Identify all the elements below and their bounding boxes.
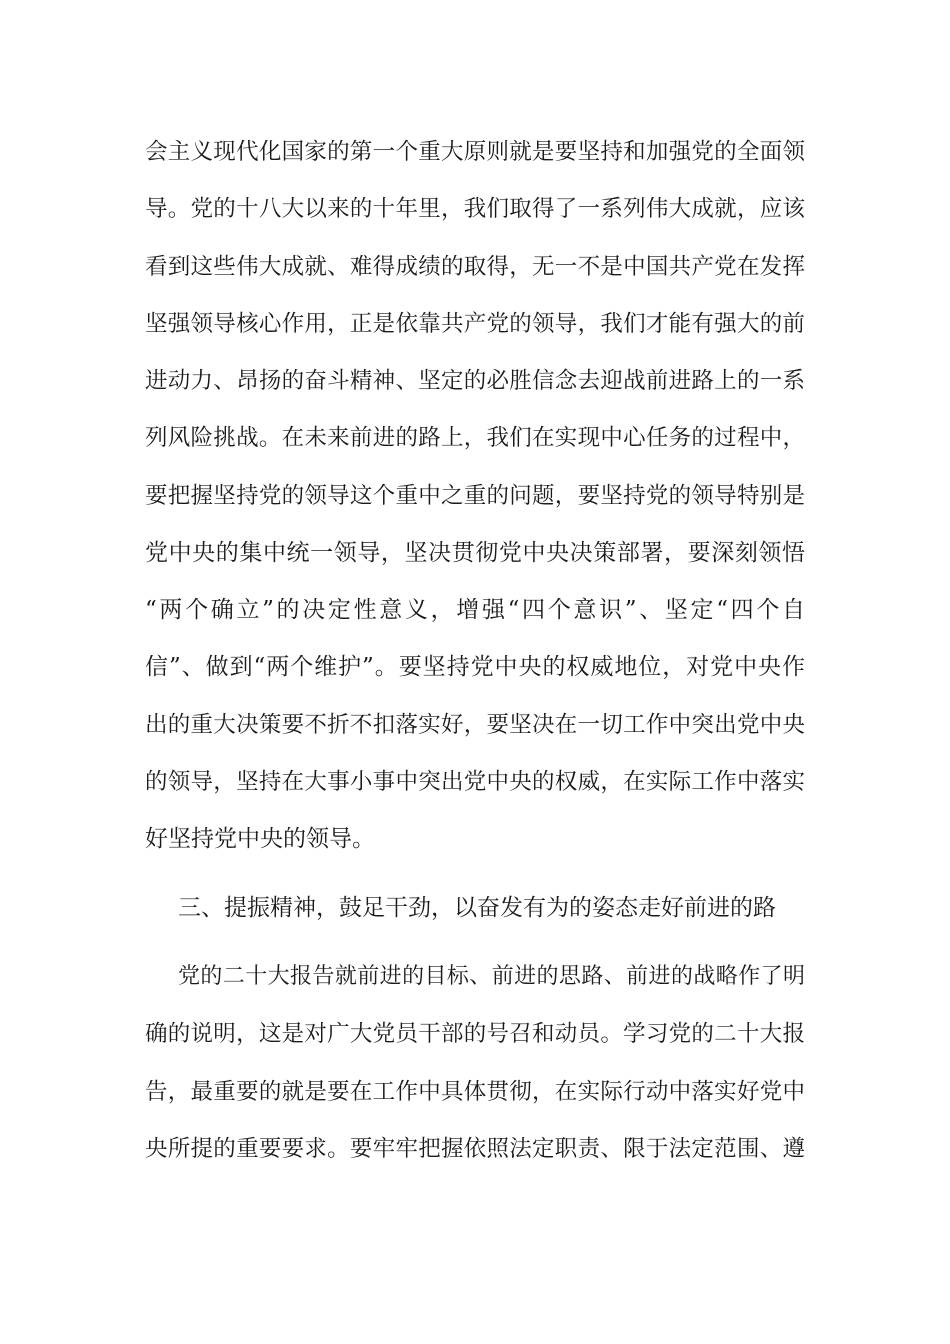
paragraph-line: “两个确立”的决定性意义，增强“四个意识”、坚定“四个自 xyxy=(145,597,805,623)
paragraph-line: 信”、做到“两个维护”。要坚持党中央的权威地位，对党中央作 xyxy=(145,654,805,680)
section-heading: 三、提振精神，鼓足干劲，以奋发有为的姿态走好前进的路 xyxy=(178,895,776,921)
paragraph-line: 央所提的重要要求。要牢牢把握依照法定职责、限于法定范围、遵 xyxy=(145,1136,805,1162)
paragraph-line: 的领导，坚持在大事小事中突出党中央的权威，在实际工作中落实 xyxy=(145,769,805,795)
paragraph-line: 好坚持党中央的领导。 xyxy=(145,826,375,852)
paragraph-line: 要把握坚持党的领导这个重中之重的问题，要坚持党的领导特别是 xyxy=(145,483,805,509)
paragraph-line: 告，最重要的就是要在工作中具体贯彻，在实际行动中落实好党中 xyxy=(145,1079,805,1105)
paragraph-line: 坚强领导核心作用，正是依靠共产党的领导，我们才能有强大的前 xyxy=(145,311,805,337)
paragraph-line: 看到这些伟大成就、难得成绩的取得，无一不是中国共产党在发挥 xyxy=(145,254,805,280)
paragraph-line: 列风险挑战。在未来前进的路上，我们在实现中心任务的过程中， xyxy=(145,425,805,451)
paragraph-line: 导。党的十八大以来的十年里，我们取得了一系列伟大成就，应该 xyxy=(145,196,805,222)
paragraph-line: 进动力、昂扬的奋斗精神、坚定的必胜信念去迎战前进路上的一系 xyxy=(145,368,805,394)
paragraph-line: 党的二十大报告就前进的目标、前进的思路、前进的战略作了明 xyxy=(178,964,805,989)
paragraph-line: 党中央的集中统一领导，坚决贯彻党中央决策部署，要深刻领悟 xyxy=(145,540,805,566)
paragraph-line: 会主义现代化国家的第一个重大原则就是要坚持和加强党的全面领 xyxy=(145,139,805,165)
paragraph-line: 确的说明，这是对广大党员干部的号召和动员。学习党的二十大报 xyxy=(145,1021,805,1047)
paragraph-line: 出的重大决策要不折不扣落实好，要坚决在一切工作中突出党中央 xyxy=(145,712,805,738)
